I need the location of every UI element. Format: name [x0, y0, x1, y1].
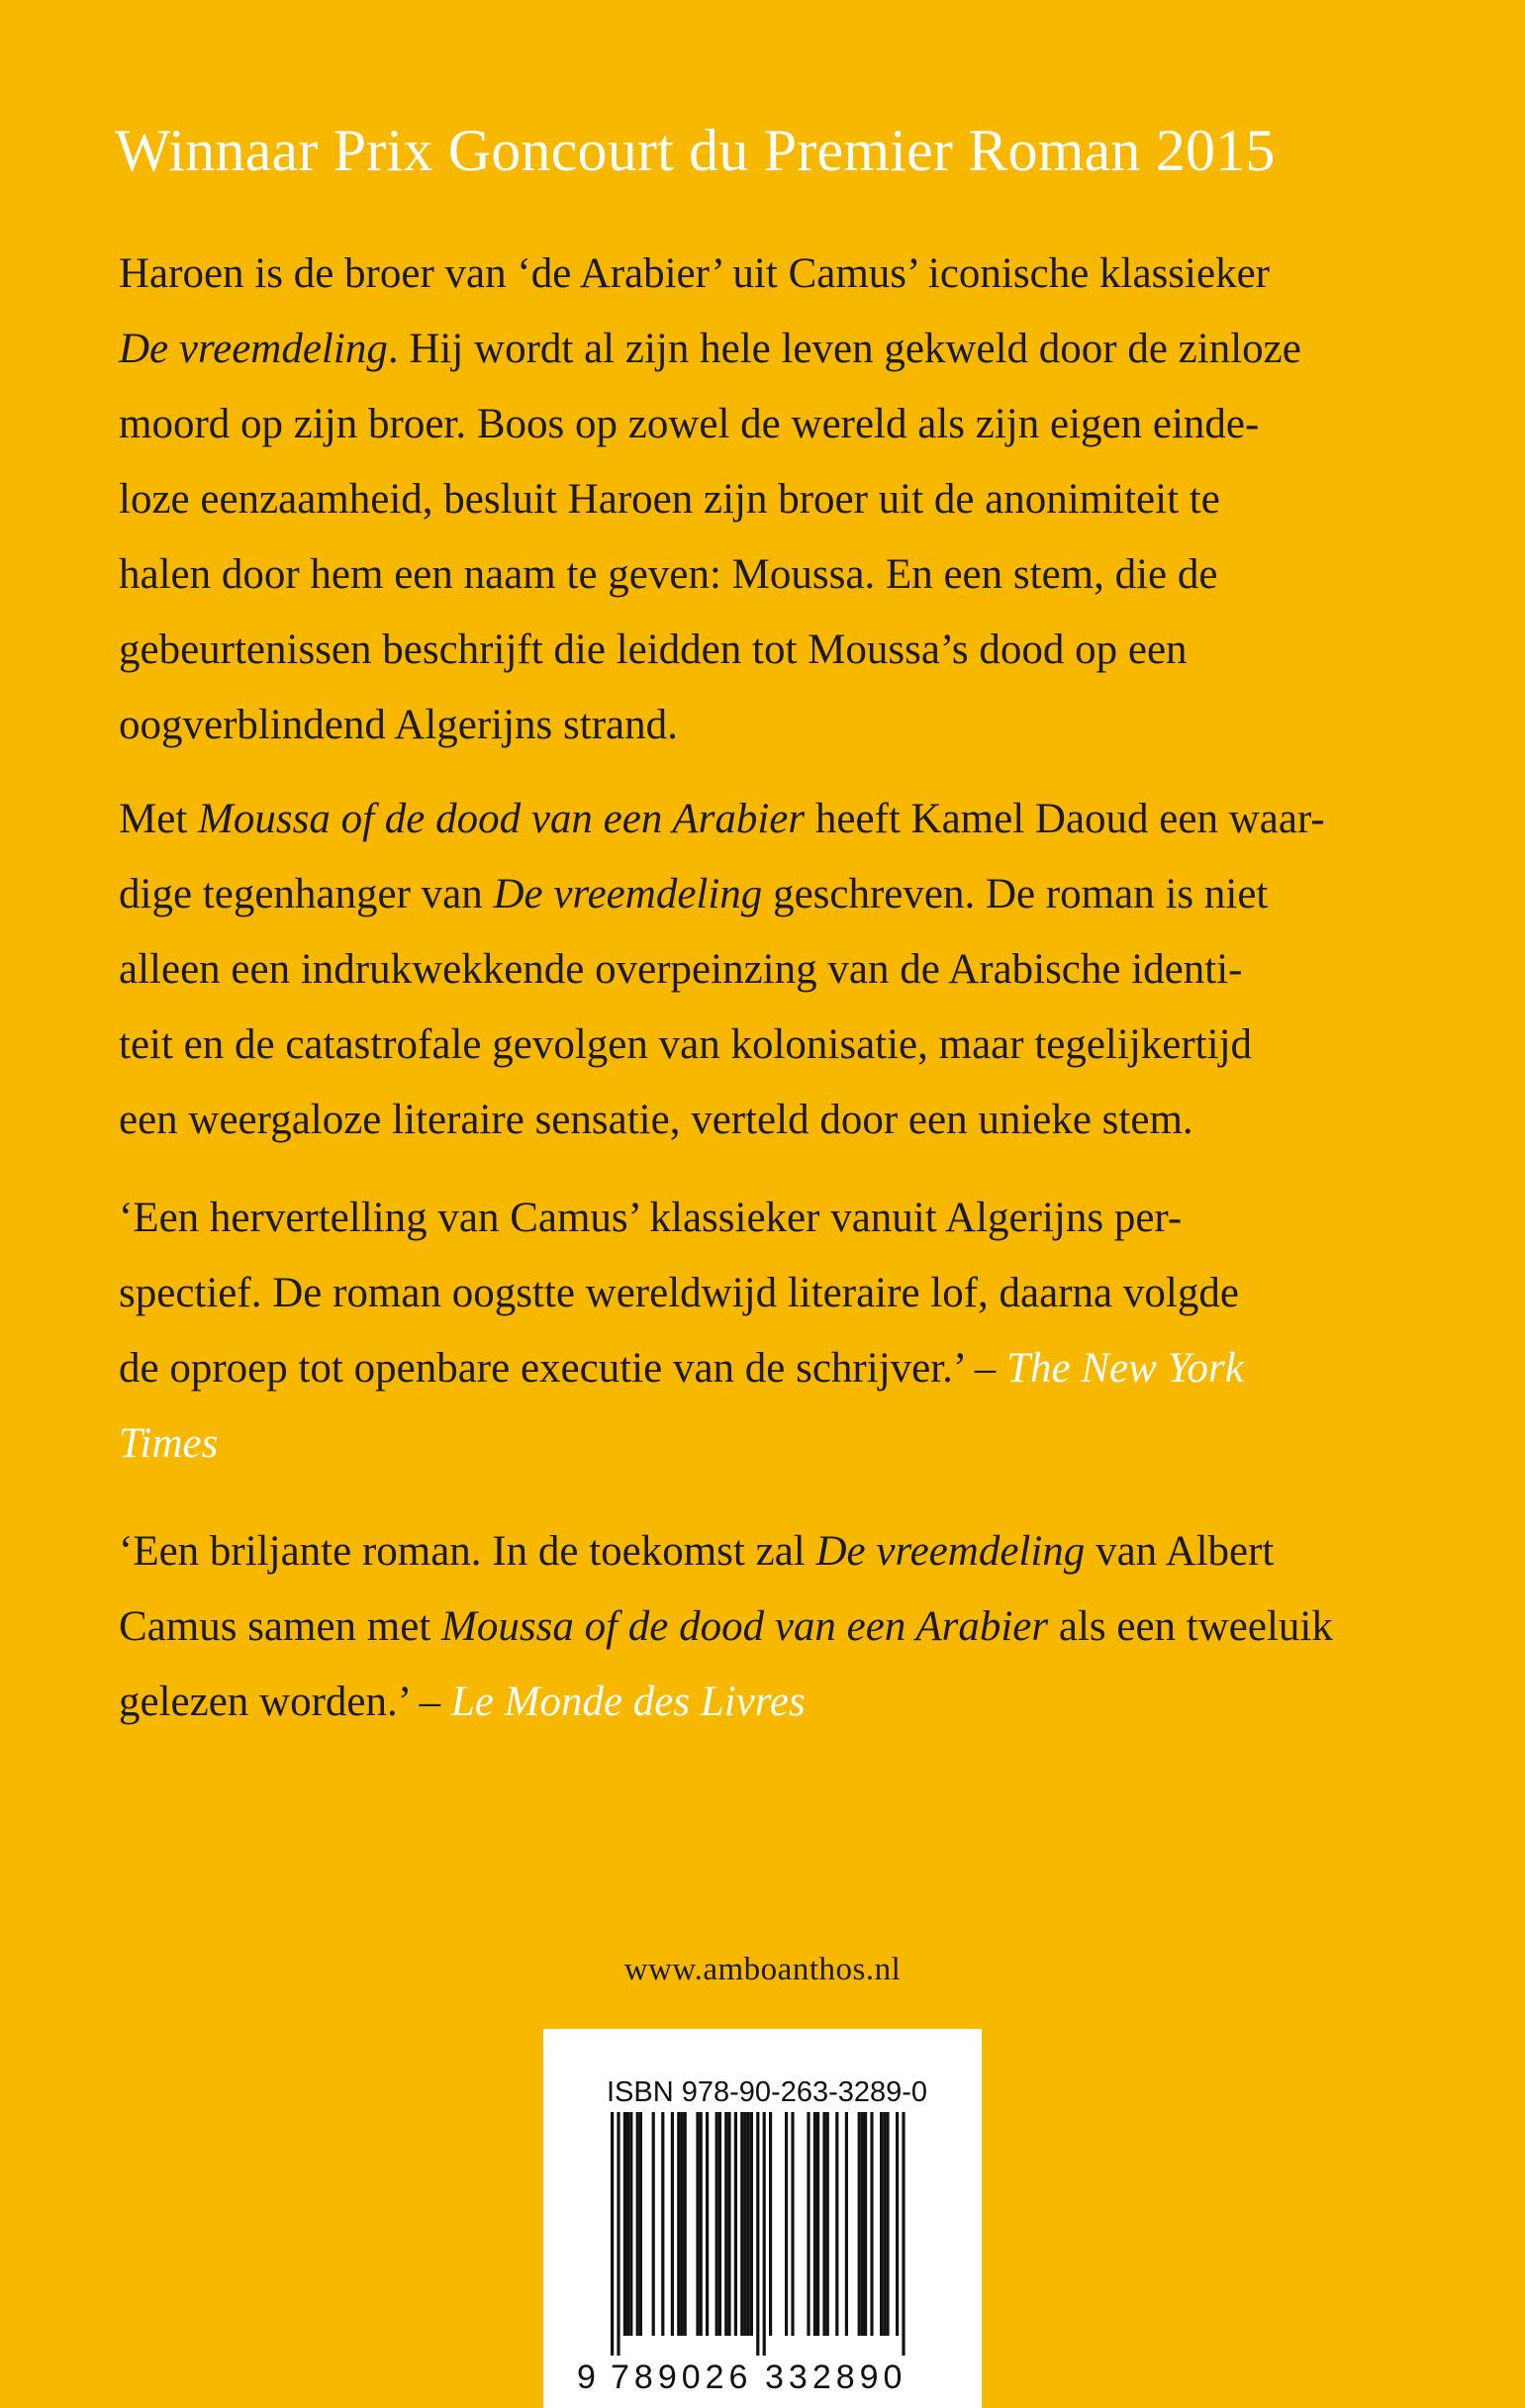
text-fragment: geschreven. De roman is niet [762, 871, 1269, 917]
text-line: teit en de catastrofale gevolgen van kolonisatie, maar tegelijkertijd [119, 1021, 1253, 1068]
text-fragment: gelezen worden.’ – [119, 1679, 451, 1725]
barcode-bar [883, 2112, 886, 2336]
barcode-bar [626, 2112, 629, 2336]
text-line: moord op zijn broer. Boos op zowel de wereld als zijn eigen einde- [119, 401, 1260, 447]
barcode-bar [623, 2112, 626, 2336]
barcode-bar [740, 2112, 743, 2336]
barcode-bar [861, 2112, 864, 2336]
barcode-bar [886, 2112, 889, 2336]
review-paragraph [119, 782, 1435, 1158]
press-quote-nyt [119, 1181, 1435, 1482]
barcode-bar [750, 2112, 753, 2336]
barcode-bar [756, 2112, 759, 2356]
text-line [119, 1589, 1435, 1665]
text-fragment: ‘Een briljante roman. In de toekomst zal [119, 1528, 816, 1575]
quote-source: Le Monde des Livres [450, 1679, 806, 1725]
text-line [119, 312, 1435, 387]
text-line: oogverblindend Algerijns strand. [119, 702, 678, 748]
barcode-bar [791, 2112, 794, 2336]
barcode-bar [816, 2112, 819, 2336]
barcode-bar [785, 2112, 788, 2336]
text-fragment: Met [119, 796, 199, 842]
text-fragment: als een tweeluik [1048, 1603, 1333, 1650]
barcode-bar [822, 2112, 825, 2336]
barcode-bar [652, 2112, 655, 2336]
barcode-panel [543, 2029, 982, 2408]
text-line: gebeurtenissen beschrijft die leidden tot Moussa’s dood op een [119, 626, 1188, 673]
barcode-bar [677, 2112, 680, 2336]
barcode-bar [700, 2112, 703, 2336]
barcode-icon [611, 2112, 907, 2356]
barcode-bar [727, 2112, 730, 2336]
book-title: De vreemdeling [493, 871, 763, 917]
barcode-bar [813, 2112, 816, 2336]
ean-first-digit: 9 [577, 2359, 596, 2396]
text-fragment: dige tegenhanger van [119, 871, 494, 917]
barcode-bar [718, 2112, 721, 2336]
text-line: een weergaloze literaire sensatie, verteld door een unieke stem. [119, 1097, 1193, 1143]
book-title: De vreemdeling [119, 326, 388, 372]
barcode-bar [902, 2112, 905, 2356]
book-title: Moussa of de dood van een Arabier [441, 1603, 1049, 1650]
text-line [119, 857, 1435, 932]
text-line: halen door hem een naam te geven: Moussa. En een stem, die de [119, 551, 1218, 598]
barcode-bar [724, 2112, 727, 2336]
barcode-bar [636, 2112, 639, 2336]
text-line: ‘Een hervertelling van Camus’ klassieker vanuit Algerijns per- [119, 1195, 1183, 1241]
text-line: spectief. De roman oogstte wereldwijd literaire lof, daarna volgde [119, 1270, 1239, 1316]
text-fragment: . Hij wordt al zijn hele leven gekweld door de zinloze [387, 326, 1301, 372]
barcode-bar [611, 2112, 614, 2356]
ean-right-group: 332890 [765, 2359, 907, 2396]
barcode-bar [715, 2112, 718, 2336]
isbn-label: ISBN 978-90-263-3289-0 [607, 2076, 928, 2108]
barcode-bar [763, 2112, 766, 2356]
barcode-bar [680, 2112, 683, 2336]
text-line [119, 1514, 1435, 1589]
text-fragment: Camus samen met [119, 1603, 442, 1650]
barcode-bar [661, 2112, 664, 2336]
text-line: Haroen is de broer van ‘de Arabier’ uit Camus’ iconische klassieker [119, 250, 1270, 297]
synopsis-paragraph [119, 237, 1435, 763]
barcode-bar [807, 2112, 810, 2336]
barcode-bar [864, 2112, 867, 2336]
barcode-bar [639, 2112, 642, 2336]
text-line: loze eenzaamheid, besluit Haroen zijn broer uit de anonimiteit te [119, 476, 1220, 523]
book-title: Moussa of de dood van een Arabier [198, 796, 806, 842]
text-line [119, 782, 1435, 857]
barcode-bar [769, 2112, 772, 2336]
barcode-bar [671, 2112, 674, 2336]
barcode-bar [870, 2112, 873, 2336]
text-fragment: heeft Kamel Daoud een waar- [805, 796, 1325, 842]
book-title: De vreemdeling [815, 1528, 1086, 1575]
press-quote-le-monde [119, 1514, 1435, 1740]
text-line [119, 1331, 1435, 1406]
barcode-bar [845, 2112, 848, 2336]
barcode-bar [826, 2112, 829, 2336]
ean-left-group: 789026 [611, 2359, 753, 2396]
publisher-website: www.amboanthos.nl [623, 1952, 902, 1987]
quote-source: Times [119, 1420, 219, 1467]
text-line [119, 1665, 1435, 1740]
barcode-bar [835, 2112, 838, 2336]
barcode-bar [617, 2112, 620, 2356]
barcode-bar [747, 2112, 750, 2336]
barcode-bar [880, 2112, 883, 2336]
text-fragment: van Albert [1085, 1528, 1275, 1575]
quote-source: The New York [1006, 1345, 1244, 1392]
barcode-bar [896, 2112, 899, 2336]
barcode-bar [734, 2112, 737, 2336]
barcode-bar [706, 2112, 709, 2336]
barcode-bar [743, 2112, 746, 2336]
barcode-bar [858, 2112, 861, 2336]
barcode-bar [684, 2112, 687, 2336]
text-fragment: de oproep tot openbare executie van de schrijver.’ – [119, 1345, 1007, 1392]
text-line: alleen een indrukwekkende overpeinzing van de Arabische identi- [119, 946, 1243, 993]
award-headline: Winnaar Prix Goncourt du Premier Roman 2015 [115, 118, 1276, 183]
barcode-bar [696, 2112, 699, 2336]
barcode-bar [629, 2112, 632, 2336]
